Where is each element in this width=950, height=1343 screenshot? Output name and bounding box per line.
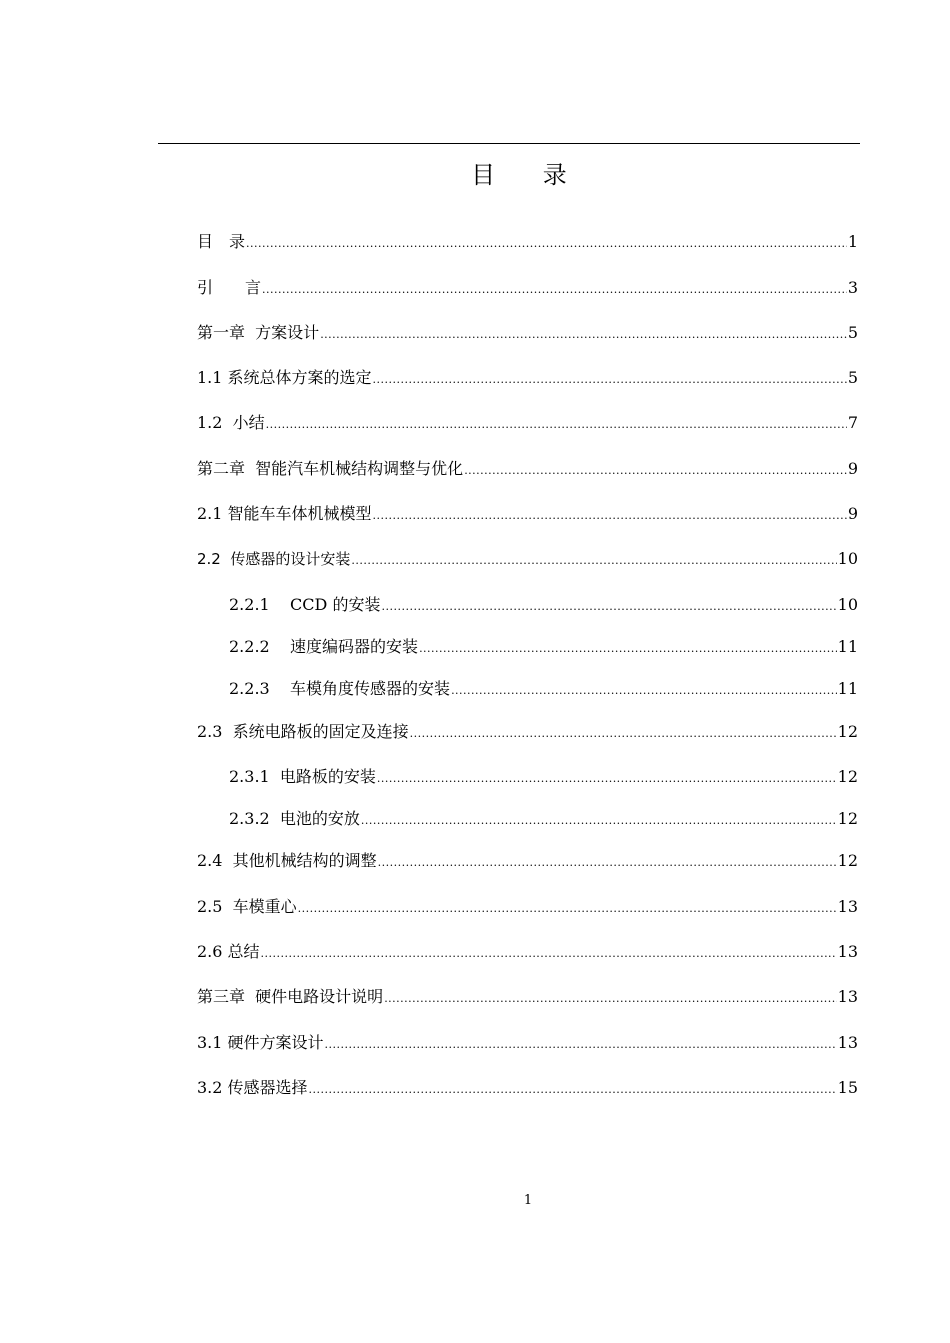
toc-leader (381, 596, 836, 618)
toc-entry-text: 第二章 智能汽车机械结构调整与优化 (197, 459, 464, 478)
toc-entry[interactable] (197, 721, 858, 743)
toc-leader (351, 550, 836, 572)
toc-entry-page: 9 (847, 459, 858, 478)
toc-leader (261, 943, 837, 965)
toc-leader (410, 723, 837, 745)
toc-entry-page: 9 (847, 504, 858, 523)
page-title: 目 录 (471, 161, 587, 189)
toc-entry[interactable] (229, 766, 858, 788)
toc-leader (266, 414, 847, 436)
toc-leader (361, 810, 837, 832)
toc-entry-text: 2.6 总结 (197, 942, 260, 961)
toc-entry-text: 2.3.2 电池的安放 (229, 809, 360, 828)
toc-entry[interactable] (229, 678, 858, 700)
toc-entry-page: 5 (847, 323, 858, 342)
toc-leader (309, 1079, 837, 1101)
toc-entry-page: 11 (837, 637, 858, 656)
toc-entry[interactable] (197, 548, 858, 570)
toc-entry[interactable] (197, 322, 858, 344)
toc-entry[interactable] (197, 503, 858, 525)
toc-entry-text: 引 言 (197, 278, 262, 297)
toc-entry[interactable] (197, 1032, 858, 1054)
toc-entry[interactable] (197, 412, 858, 434)
toc-entry-text: 1.2 小结 (197, 413, 265, 432)
toc-leader (384, 988, 836, 1010)
toc-entry-page: 12 (837, 809, 858, 828)
toc-leader (373, 369, 847, 391)
toc-entry[interactable] (229, 808, 858, 830)
toc-leader (246, 233, 847, 255)
toc-entry[interactable] (197, 941, 858, 963)
toc-entry-text: 2.3 系统电路板的固定及连接 (197, 722, 409, 741)
toc-entry-text: 2.4 其他机械结构的调整 (197, 851, 377, 870)
toc-entry[interactable] (197, 367, 858, 389)
toc-leader (451, 680, 837, 702)
toc-leader (320, 324, 847, 346)
toc-entry-page: 10 (837, 595, 858, 614)
toc-entry-page: 15 (837, 1078, 858, 1097)
toc-entry-page: 13 (837, 1033, 858, 1052)
toc-entry-page: 3 (847, 278, 858, 297)
toc-entry[interactable] (197, 458, 858, 480)
page-number: 1 (523, 1193, 533, 1208)
toc-entry-page: 13 (837, 942, 858, 961)
toc-entry-page: 7 (847, 413, 858, 432)
toc-entry-page: 11 (837, 679, 858, 698)
toc-entry-text: 2.1 智能车车体机械模型 (197, 504, 372, 523)
toc-entry-text: 目 录 (197, 232, 246, 251)
toc-leader (377, 768, 837, 790)
toc-entry-page: 1 (847, 232, 858, 251)
toc-entry[interactable] (197, 277, 858, 299)
toc-entry-page: 5 (847, 368, 858, 387)
toc-entry[interactable] (197, 850, 858, 872)
toc-entry-text: 2.5 车模重心 (197, 897, 297, 916)
toc-leader (419, 638, 837, 660)
toc-entry-page: 13 (837, 897, 858, 916)
toc-entry-text: 3.2 传感器选择 (197, 1078, 308, 1097)
toc-entry-text: 2.2.3 车模角度传感器的安装 (229, 679, 451, 698)
toc-entry-text: 第一章 方案设计 (197, 323, 320, 342)
toc-leader (262, 279, 847, 301)
toc-entry[interactable] (229, 636, 858, 658)
toc-entry-text: 2.2 传感器的设计安装 (197, 550, 351, 568)
toc-entry[interactable] (197, 1077, 858, 1099)
toc-entry[interactable] (197, 986, 858, 1008)
toc-leader (464, 460, 847, 482)
toc-entry[interactable] (229, 594, 858, 616)
toc-entry-text: 3.1 硬件方案设计 (197, 1033, 324, 1052)
toc-leader (378, 852, 837, 874)
toc-entry-text: 2.2.2 速度编码器的安装 (229, 637, 419, 656)
toc-leader (298, 898, 837, 920)
toc-entry-page: 12 (837, 722, 858, 741)
toc-entry-page: 13 (837, 987, 858, 1006)
toc-entry-page: 12 (837, 851, 858, 870)
toc-entry-page: 10 (837, 549, 858, 568)
toc-leader (373, 505, 847, 527)
toc-entry[interactable] (197, 231, 858, 253)
toc-entry-text: 2.2.1 CCD 的安装 (229, 595, 381, 614)
toc-entry-text: 第三章 硬件电路设计说明 (197, 987, 384, 1006)
toc-leader (325, 1034, 837, 1056)
toc-entry[interactable] (197, 896, 858, 918)
toc-entry-text: 2.3.1 电路板的安装 (229, 767, 376, 786)
toc-entry-page: 12 (837, 767, 858, 786)
toc-entry-text: 1.1 系统总体方案的选定 (197, 368, 372, 387)
